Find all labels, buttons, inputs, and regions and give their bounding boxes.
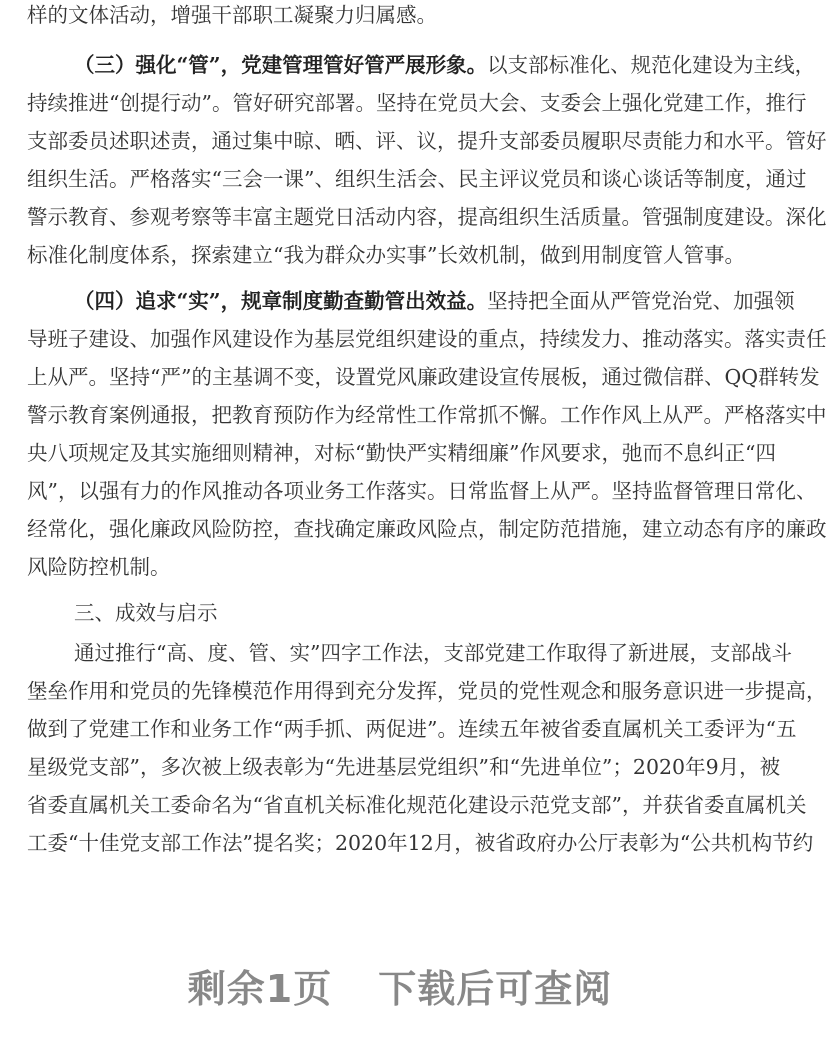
text-line: 导班子建设、加强作风建设作为基层党组织建设的重点，持续发力、推动落实。落实责任 — [27, 327, 827, 351]
text-line: 省委直属机关工委命名为“省直机关标准化规范化建设示范党支部”，并获省委直属机关 — [27, 793, 807, 817]
remaining-pages-label: 剩余1页 — [187, 967, 333, 1011]
text-line: 样的文体活动，增强干部职工凝聚力归属感。 — [27, 3, 437, 27]
text-line: 组织生活。严格落实“三会一课”、组织生活会、民主评议党员和谈心谈话等制度，通过 — [27, 167, 807, 191]
paragraph-lead-heading: （四）追求“实”，规章制度勤查勤管出效益。 — [74, 289, 488, 313]
text-line: 警示教育、参观考察等丰富主题党日活动内容，提高组织生活质量。管强制度建设。深化 — [27, 205, 827, 229]
text-line: 通过推行“高、度、管、实”四字工作法，支部党建工作取得了新进展，支部战斗 — [74, 641, 792, 665]
text-line: 标准化制度体系，探索建立“我为群众办实事”长效机制，做到用制度管人管事。 — [27, 243, 745, 267]
text-span: 以支部标准化、规范化建设为主线， — [487, 53, 816, 77]
text-line: 星级党支部”，多次被上级表彰为“先进基层党组织”和“先进单位”；2020年9月，被 — [27, 755, 781, 779]
paragraph-four — [27, 282, 827, 586]
document-body — [27, 0, 827, 862]
text-line — [27, 282, 795, 320]
text-line: 警示教育案例通报，把教育预防作为经常性工作常抓不懈。工作作风上从严。严格落实中 — [27, 403, 827, 427]
text-line: 央八项规定及其实施细则精神，对标“勤快严实精细廉”作风要求，弛而不息纠正“四 — [27, 441, 776, 465]
text-line: 风”，以强有力的作风推动各项业务工作落实。日常监督上从严。坚持监督管理日常化、 — [27, 479, 817, 503]
text-line — [27, 46, 816, 84]
paragraph-three — [27, 46, 827, 274]
download-prompt[interactable] — [0, 958, 800, 1013]
text-line: 堡垒作用和党员的先锋模范作用得到充分发挥，党员的党性观念和服务意识进一步提高， — [27, 679, 827, 703]
section-heading: 三、成效与启示 — [74, 601, 218, 625]
download-hint-label: 下载后可查阅 — [378, 967, 613, 1011]
text-line: 工委“十佳党支部工作法”提名奖；2020年12月，被省政府办公厅表彰为“公共机构节约 — [27, 831, 814, 855]
text-line: 风险防控机制。 — [27, 555, 171, 579]
paragraph-five — [27, 634, 827, 862]
text-span: 坚持把全面从严管党治党、加强领 — [487, 289, 795, 313]
paragraph-prev-end — [27, 0, 773, 34]
text-line: 做到了党建工作和业务工作“两手抓、两促进”。连续五年被省委直属机关工委评为“五 — [27, 717, 797, 741]
paragraph-lead-heading: （三）强化“管”，党建管理管好管严展形象。 — [74, 53, 488, 77]
text-line: 上从严。坚持“严”的主基调不变，设置党风廉政建设宣传展板，通过微信群、QQ群转发 — [27, 365, 820, 389]
text-line: 经常化，强化廉政风险防控，查找确定廉政风险点，制定防范措施，建立动态有序的廉政 — [27, 517, 827, 541]
text-line: 支部委员述职述责，通过集中晾、晒、评、议，提升支部委员履职尽责能力和水平。管好 — [27, 129, 827, 153]
text-line: 持续推进“创提行动”。管好研究部署。坚持在党员大会、支委会上强化党建工作，推行 — [27, 91, 807, 115]
